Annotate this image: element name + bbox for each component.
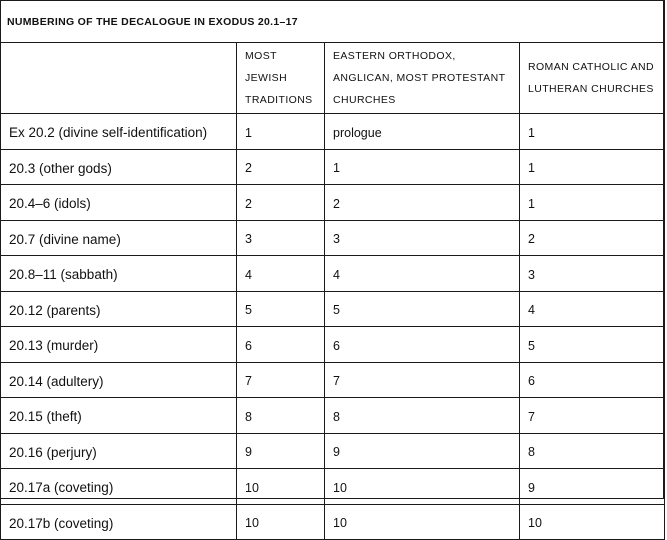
table-row <box>1 114 665 150</box>
row-jewish-cell: 6 <box>237 327 325 363</box>
row-catholic-lutheran-cell: 3 <box>520 256 665 292</box>
row-orthodox-protestant-cell: 8 <box>325 398 520 434</box>
row-orthodox-protestant-cell: 1 <box>325 149 520 185</box>
row-jewish-cell: 7 <box>237 362 325 398</box>
row-passage-cell: 20.17a (coveting) <box>1 469 237 505</box>
row-passage-cell: 20.17b (coveting) <box>1 504 237 540</box>
row-catholic-lutheran-cell: 9 <box>520 469 665 505</box>
row-orthodox-protestant-cell: 5 <box>325 291 520 327</box>
table-row <box>1 327 665 363</box>
row-jewish-cell: 10 <box>237 504 325 540</box>
row-catholic-lutheran-cell: 1 <box>520 149 665 185</box>
row-passage-cell: 20.15 (theft) <box>1 398 237 434</box>
header-row <box>1 43 665 114</box>
table-row <box>1 291 665 327</box>
row-orthodox-protestant-cell: 10 <box>325 504 520 540</box>
table-row <box>1 398 665 434</box>
table-body <box>1 114 665 540</box>
row-passage-cell: 20.14 (adultery) <box>1 362 237 398</box>
row-catholic-lutheran-cell: 6 <box>520 362 665 398</box>
row-catholic-lutheran-cell: 1 <box>520 114 665 150</box>
row-catholic-lutheran-cell: 4 <box>520 291 665 327</box>
table-row <box>1 433 665 469</box>
header-orthodox-protestant: EASTERN ORTHODOX, ANGLICAN, MOST PROTESTANT CHURCHES <box>325 43 520 114</box>
row-jewish-cell: 5 <box>237 291 325 327</box>
table-row <box>1 220 665 256</box>
row-orthodox-protestant-cell: 4 <box>325 256 520 292</box>
row-catholic-lutheran-cell: 1 <box>520 185 665 221</box>
row-jewish-cell: 9 <box>237 433 325 469</box>
row-passage-cell: 20.3 (other gods) <box>1 149 237 185</box>
header-jewish: MOST JEWISH TRADITIONS <box>237 43 325 114</box>
row-catholic-lutheran-cell: 2 <box>520 220 665 256</box>
row-orthodox-protestant-cell: 6 <box>325 327 520 363</box>
row-jewish-cell: 4 <box>237 256 325 292</box>
row-jewish-cell: 3 <box>237 220 325 256</box>
table-row <box>1 256 665 292</box>
row-orthodox-protestant-cell: 3 <box>325 220 520 256</box>
row-catholic-lutheran-cell: 10 <box>520 504 665 540</box>
row-passage-cell: 20.16 (perjury) <box>1 433 237 469</box>
row-jewish-cell: 8 <box>237 398 325 434</box>
table-row <box>1 149 665 185</box>
table-row <box>1 362 665 398</box>
row-passage-cell: 20.12 (parents) <box>1 291 237 327</box>
table-title: NUMBERING OF THE DECALOGUE IN EXODUS 20.1–17 <box>1 1 665 43</box>
row-orthodox-protestant-cell: 9 <box>325 433 520 469</box>
row-passage-cell: 20.13 (murder) <box>1 327 237 363</box>
row-passage-cell: Ex 20.2 (divine self-identification) <box>1 114 237 150</box>
row-orthodox-protestant-cell: prologue <box>325 114 520 150</box>
table-row <box>1 185 665 221</box>
row-passage-cell: 20.4–6 (idols) <box>1 185 237 221</box>
row-catholic-lutheran-cell: 5 <box>520 327 665 363</box>
header-empty <box>1 43 237 114</box>
header-catholic-lutheran: ROMAN CATHOLIC AND LUTHERAN CHURCHES <box>520 43 665 114</box>
row-orthodox-protestant-cell: 10 <box>325 469 520 505</box>
row-jewish-cell: 2 <box>237 185 325 221</box>
row-orthodox-protestant-cell: 2 <box>325 185 520 221</box>
row-passage-cell: 20.7 (divine name) <box>1 220 237 256</box>
row-catholic-lutheran-cell: 8 <box>520 433 665 469</box>
title-row <box>1 1 665 43</box>
table-row <box>1 504 665 540</box>
row-catholic-lutheran-cell: 7 <box>520 398 665 434</box>
row-jewish-cell: 2 <box>237 149 325 185</box>
row-passage-cell: 20.8–11 (sabbath) <box>1 256 237 292</box>
row-orthodox-protestant-cell: 7 <box>325 362 520 398</box>
row-jewish-cell: 1 <box>237 114 325 150</box>
table-row <box>1 469 665 505</box>
row-jewish-cell: 10 <box>237 469 325 505</box>
